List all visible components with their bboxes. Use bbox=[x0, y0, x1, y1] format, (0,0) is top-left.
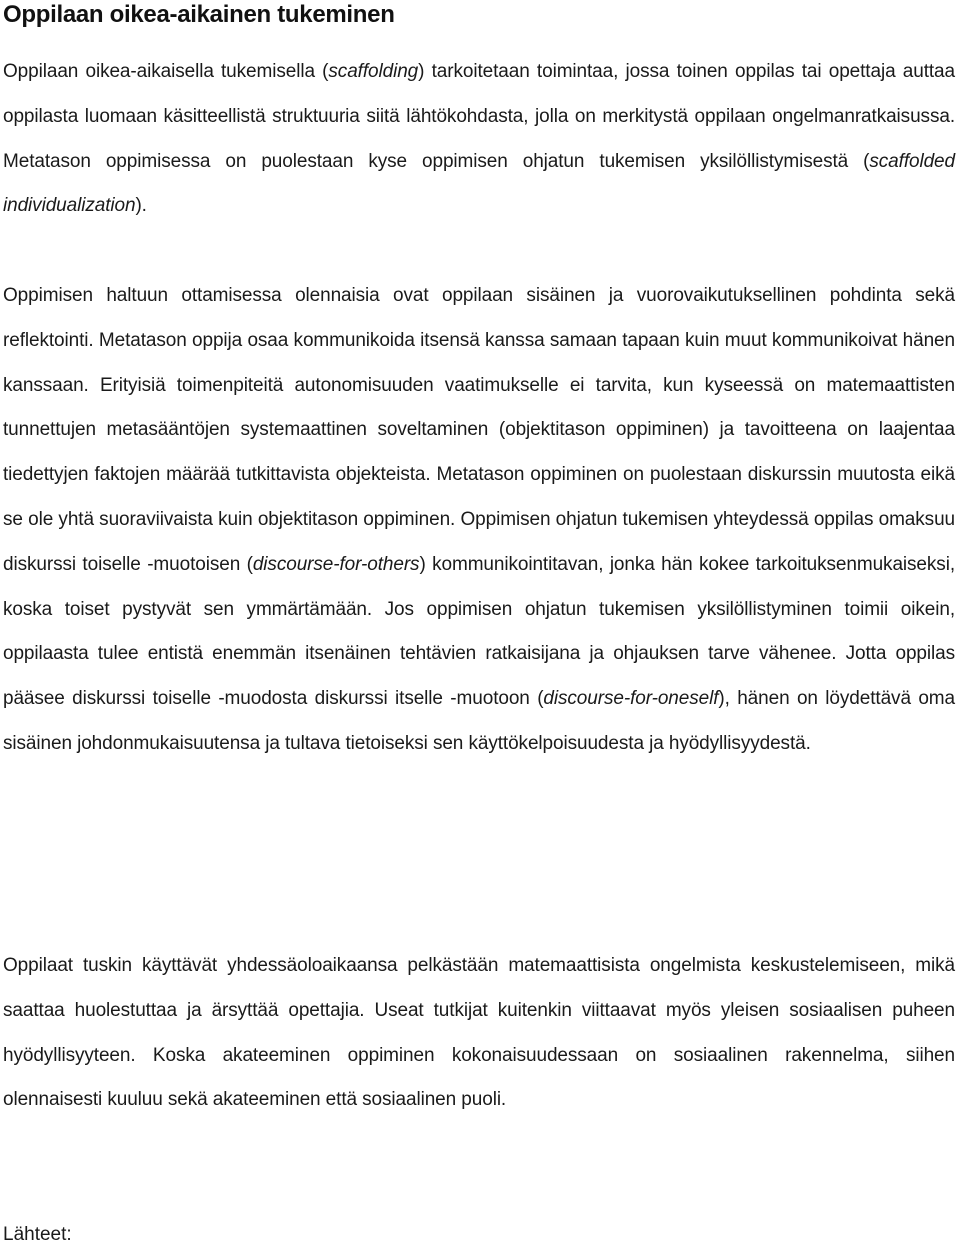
italic-term: discourse-for-oneself bbox=[543, 688, 719, 710]
italic-term: discourse-for-others bbox=[252, 553, 420, 575]
italic-term: scaffolded individualization bbox=[3, 150, 955, 217]
paragraph-2 bbox=[3, 274, 955, 767]
text-run: ) tarkoitetaan toimintaa, jossa toinen oppilas tai opettaja auttaa oppilasta luomaan käsitteellistä struktuuria siitä lähtökohdasta, jolla on merkitystä oppilaan ongelmanratkaisussa. Metatason oppimisessa on puolestaan kyse oppimisen ohjatun tukemisen yksilöllistymisestä ( bbox=[3, 61, 955, 172]
text-run: ), hänen on löydettävä oma sisäinen johdonmukaisuutensa ja tultava tietoiseksi sen käyttökelpoisuudesta ja hyödyllisyydestä. bbox=[3, 688, 955, 754]
document-page bbox=[3, 0, 955, 1245]
text-run: ). bbox=[135, 195, 147, 217]
paragraph-3 bbox=[3, 944, 955, 1123]
text-run: Oppimisen haltuun ottamisessa olennaisia ovat oppilaan sisäinen ja vuorovaikutuksellinen pohdinta sekä reflektointi. Metatason oppija osaa kommunikoida itsensä kanssa samaan tapaan kuin muut kommunikoivat hänen kanssaan. Erityisiä toimenpiteitä autonomisuuden vaatimukselle ei tarvita, kun kyseessä on matemaattisten tunnettujen metasääntöjen systemaattinen soveltaminen (objektitason oppiminen) ja tavoitteena on laajentaa tiedettyjen faktojen määrää tutkittavista objekteista. Metatason oppiminen on puolestaan diskurssin muutosta eikä se ole yhtä suoraviivaista kuin objektitason oppiminen. Oppimisen ohjatun tukemisen yhteydessä oppilas omaksuu diskurssi toiselle -muotoisen ( bbox=[3, 285, 955, 575]
italic-term: scaffolding bbox=[328, 61, 419, 82]
sources-label: Lähteet: bbox=[3, 1224, 72, 1245]
paragraph-1 bbox=[3, 50, 955, 229]
page-title: Oppilaan oikea-aikainen tukeminen bbox=[3, 1, 395, 28]
text-run: Oppilaan oikea-aikaisella tukemisella ( bbox=[3, 61, 329, 82]
text-run: ) kommunikointitavan, jonka hän kokee tarkoituksenmukaiseksi, koska toiset pystyvät sen ymmärtämään. Jos oppimisen ohjatun tukemisen yksilöllistyminen toimii oikein, oppilaasta tulee entistä enemmän itsenäinen tehtävien ratkaisijana ja ohjauksen tarve vähenee. Jotta oppilas pääsee diskurssi toiselle -muodosta diskurssi itselle -muotoon ( bbox=[3, 553, 955, 710]
text-run: Oppilaat tuskin käyttävät yhdessäoloaikaansa pelkästään matemaattisista ongelmista keskustelemiseen, mikä saattaa huolestuttaa ja ärsyttää opettajia. Useat tutkijat kuitenkin viittaavat myös yleisen sosiaalisen puheen hyödyllisyyteen. Koska akateeminen oppiminen kokonaisuudessaan on sosiaalinen rakennelma, siihen olennaisesti kuuluu sekä akateeminen että sosiaalinen puoli. bbox=[3, 955, 955, 1111]
